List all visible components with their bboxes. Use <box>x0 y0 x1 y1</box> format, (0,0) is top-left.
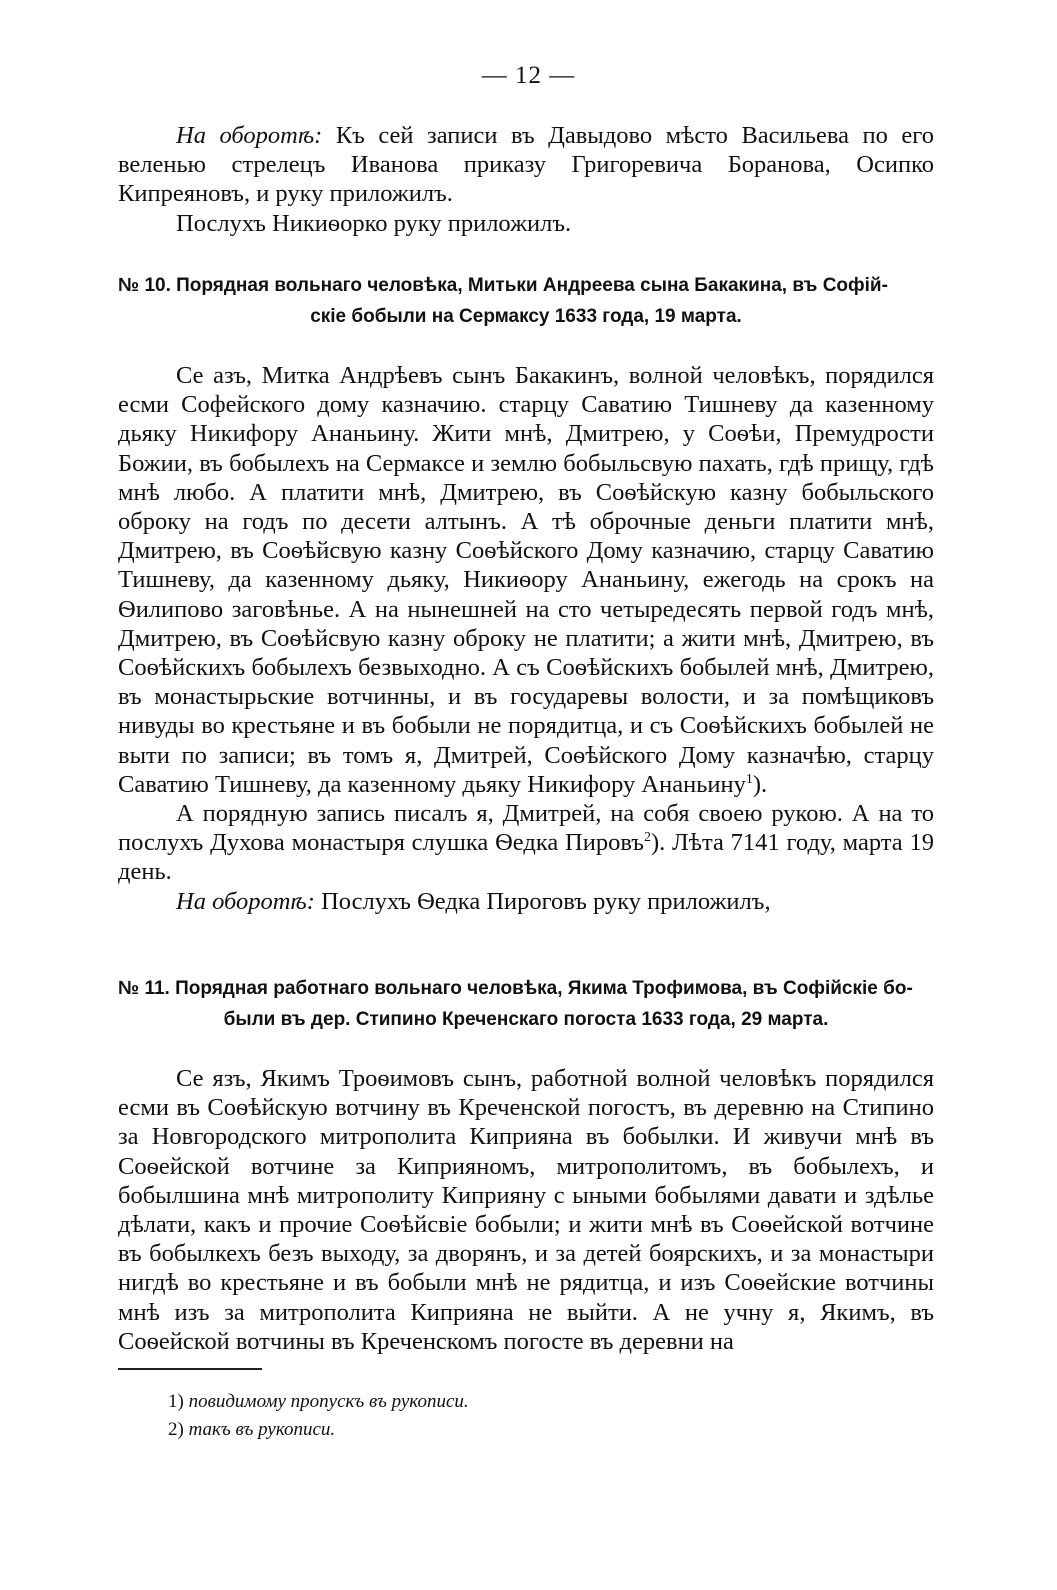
doc11-heading-line2: были въ дер. Стипино Креченскаго погоста 1633 года, 29 марта. <box>223 1009 829 1030</box>
footnote-1-mark: 1) <box>168 1391 184 1412</box>
doc11-heading <box>118 973 934 1035</box>
doc10-verso-text: Послухъ Ѳедка Пироговъ руку приложилъ, <box>314 887 771 915</box>
intro-witness: Послухъ Никиѳорко руку приложилъ. <box>176 209 572 237</box>
doc11-body <box>118 1064 934 1356</box>
doc10-paragraph-1 <box>118 361 934 799</box>
footnote-rule <box>118 1368 262 1370</box>
footnote-ref-2: 2 <box>643 830 651 846</box>
intro-verso-label: На оборотѣ: <box>176 122 323 149</box>
footnote-1 <box>168 1390 469 1414</box>
doc10-body <box>118 361 934 916</box>
doc10-paragraph-2-tail: ). Лѣта 7141 году, марта 19 день. <box>118 829 934 886</box>
doc10-paragraph-1-tail: ). <box>752 770 768 798</box>
doc11-paragraph-1: Се язъ, Якимъ Троѳимовъ сынъ, работной волной человѣкъ порядился есми въ Соѳѣйскую вотчину въ Креченской погостъ, въ деревню на Стипино за Новгородского митрополита Киприяна въ бобылки. И живучи мнѣ въ Соѳейской вотчине за Киприяномъ, митрополитомъ, въ бобылехъ, и бобылшина мнѣ митрополиту Киприяну с ыными бобылями давати и здѣлье дѣлати, какъ и прочие Соѳѣйсвіе бобыли; и жити мнѣ въ Соѳейской вотчине въ бобылкехъ безъ выходу, за дворянъ, и за детей боярскихъ, и за монастыри нигдѣ во крестьяне и въ бобыли мнѣ не рядитца, и изъ Соѳейские вотчины мнѣ изъ за митрополита Киприяна не выйти. А не учну я, Якимъ, въ Соѳейской вотчины въ Креченскомъ погосте въ деревни на <box>118 1065 934 1355</box>
intro-section <box>118 121 934 238</box>
doc10-heading-line1: № 10. Порядная вольнаго человѣка, Митьки Андреева сына Бакакина, въ Софій- <box>118 275 888 296</box>
footnote-ref-1: 1 <box>745 771 753 787</box>
doc10-paragraph-2-text: А порядную запись писалъ я, Дмитрей, на собя своею рукою. А на то послухъ Духова монастыря слушка Ѳедка Пировъ <box>118 800 934 857</box>
doc11-heading-line1: № 11. Порядная работнаго вольнаго человѣка, Якима Трофимова, въ Софійскіе бо- <box>118 978 913 999</box>
footnote-2 <box>168 1418 335 1442</box>
doc10-verso <box>118 887 934 916</box>
footnote-1-text: повидимому пропускъ въ рукописи. <box>188 1391 469 1412</box>
page-number: — 12 — <box>481 62 576 89</box>
doc10-paragraph-2 <box>118 799 934 887</box>
doc10-heading <box>118 270 934 332</box>
doc10-verso-label: На оборотѣ: <box>176 887 315 915</box>
footnote-2-text: такъ въ рукописи. <box>188 1419 336 1440</box>
doc10-heading-line2: скіе бобыли на Сермаксу 1633 года, 19 марта. <box>310 306 742 327</box>
intro-text: Къ сей записи въ Давыдово мѣсто Васильева по его веленью стрелецъ Иванова приказу Григоревича Боранова, Осипко Кипреяновъ, и руку приложилъ. <box>118 122 934 208</box>
footnote-2-mark: 2) <box>168 1419 184 1440</box>
doc10-paragraph-1-text: Се азъ, Митка Андрѣевъ сынъ Бакакинъ, волной человѣкъ, порядился есми Софейского дому казначию. старцу Саватию Тишневу да казенному дьяку Никифору Ананьину. Жити мнѣ, Дмитрею, у Соѳѣи, Премудрости Божии, въ бобылехъ на Сермаксе и землю бобыльсвую пахать, гдѣ прищу, гдѣ мнѣ любо. А платити мнѣ, Дмитрею, въ Соѳѣйскую казну бобыльского оброку на годъ по десети алтынъ. А тѣ оброчные деньги платити мнѣ, Дмитрею, въ Соѳѣйсвую казну Соѳѣйского Дому казначию, старцу Саватию Тишневу, да казенному дьяку, Никиѳору Ананьину, ежегодь на срокъ на Ѳилипово заговѣнье. А на нынешней на сто четыредесять первой годъ мнѣ, Дмитрею, въ Соѳѣйсвую казну оброку не платити; а жити мнѣ, Дмитрею, въ Соѳѣйскихъ бобылехъ безвыходно. А съ Соѳѣйскихъ бобылей мнѣ, Дмитрею, въ монастырьские вотчинны, и въ государевы волости, и за помѣщиковъ нивуды во крестьяне и въ бобыли не порядитца, и съ Соѳѣйскихъ бобылей не выти по записи; въ томъ я, Дмитрей, Соѳѣйского Дому казначѣю, старцу Саватию Тишневу, да казенному дьяку Никифору Ананьину <box>118 362 934 798</box>
intro-paragraph <box>118 121 934 209</box>
